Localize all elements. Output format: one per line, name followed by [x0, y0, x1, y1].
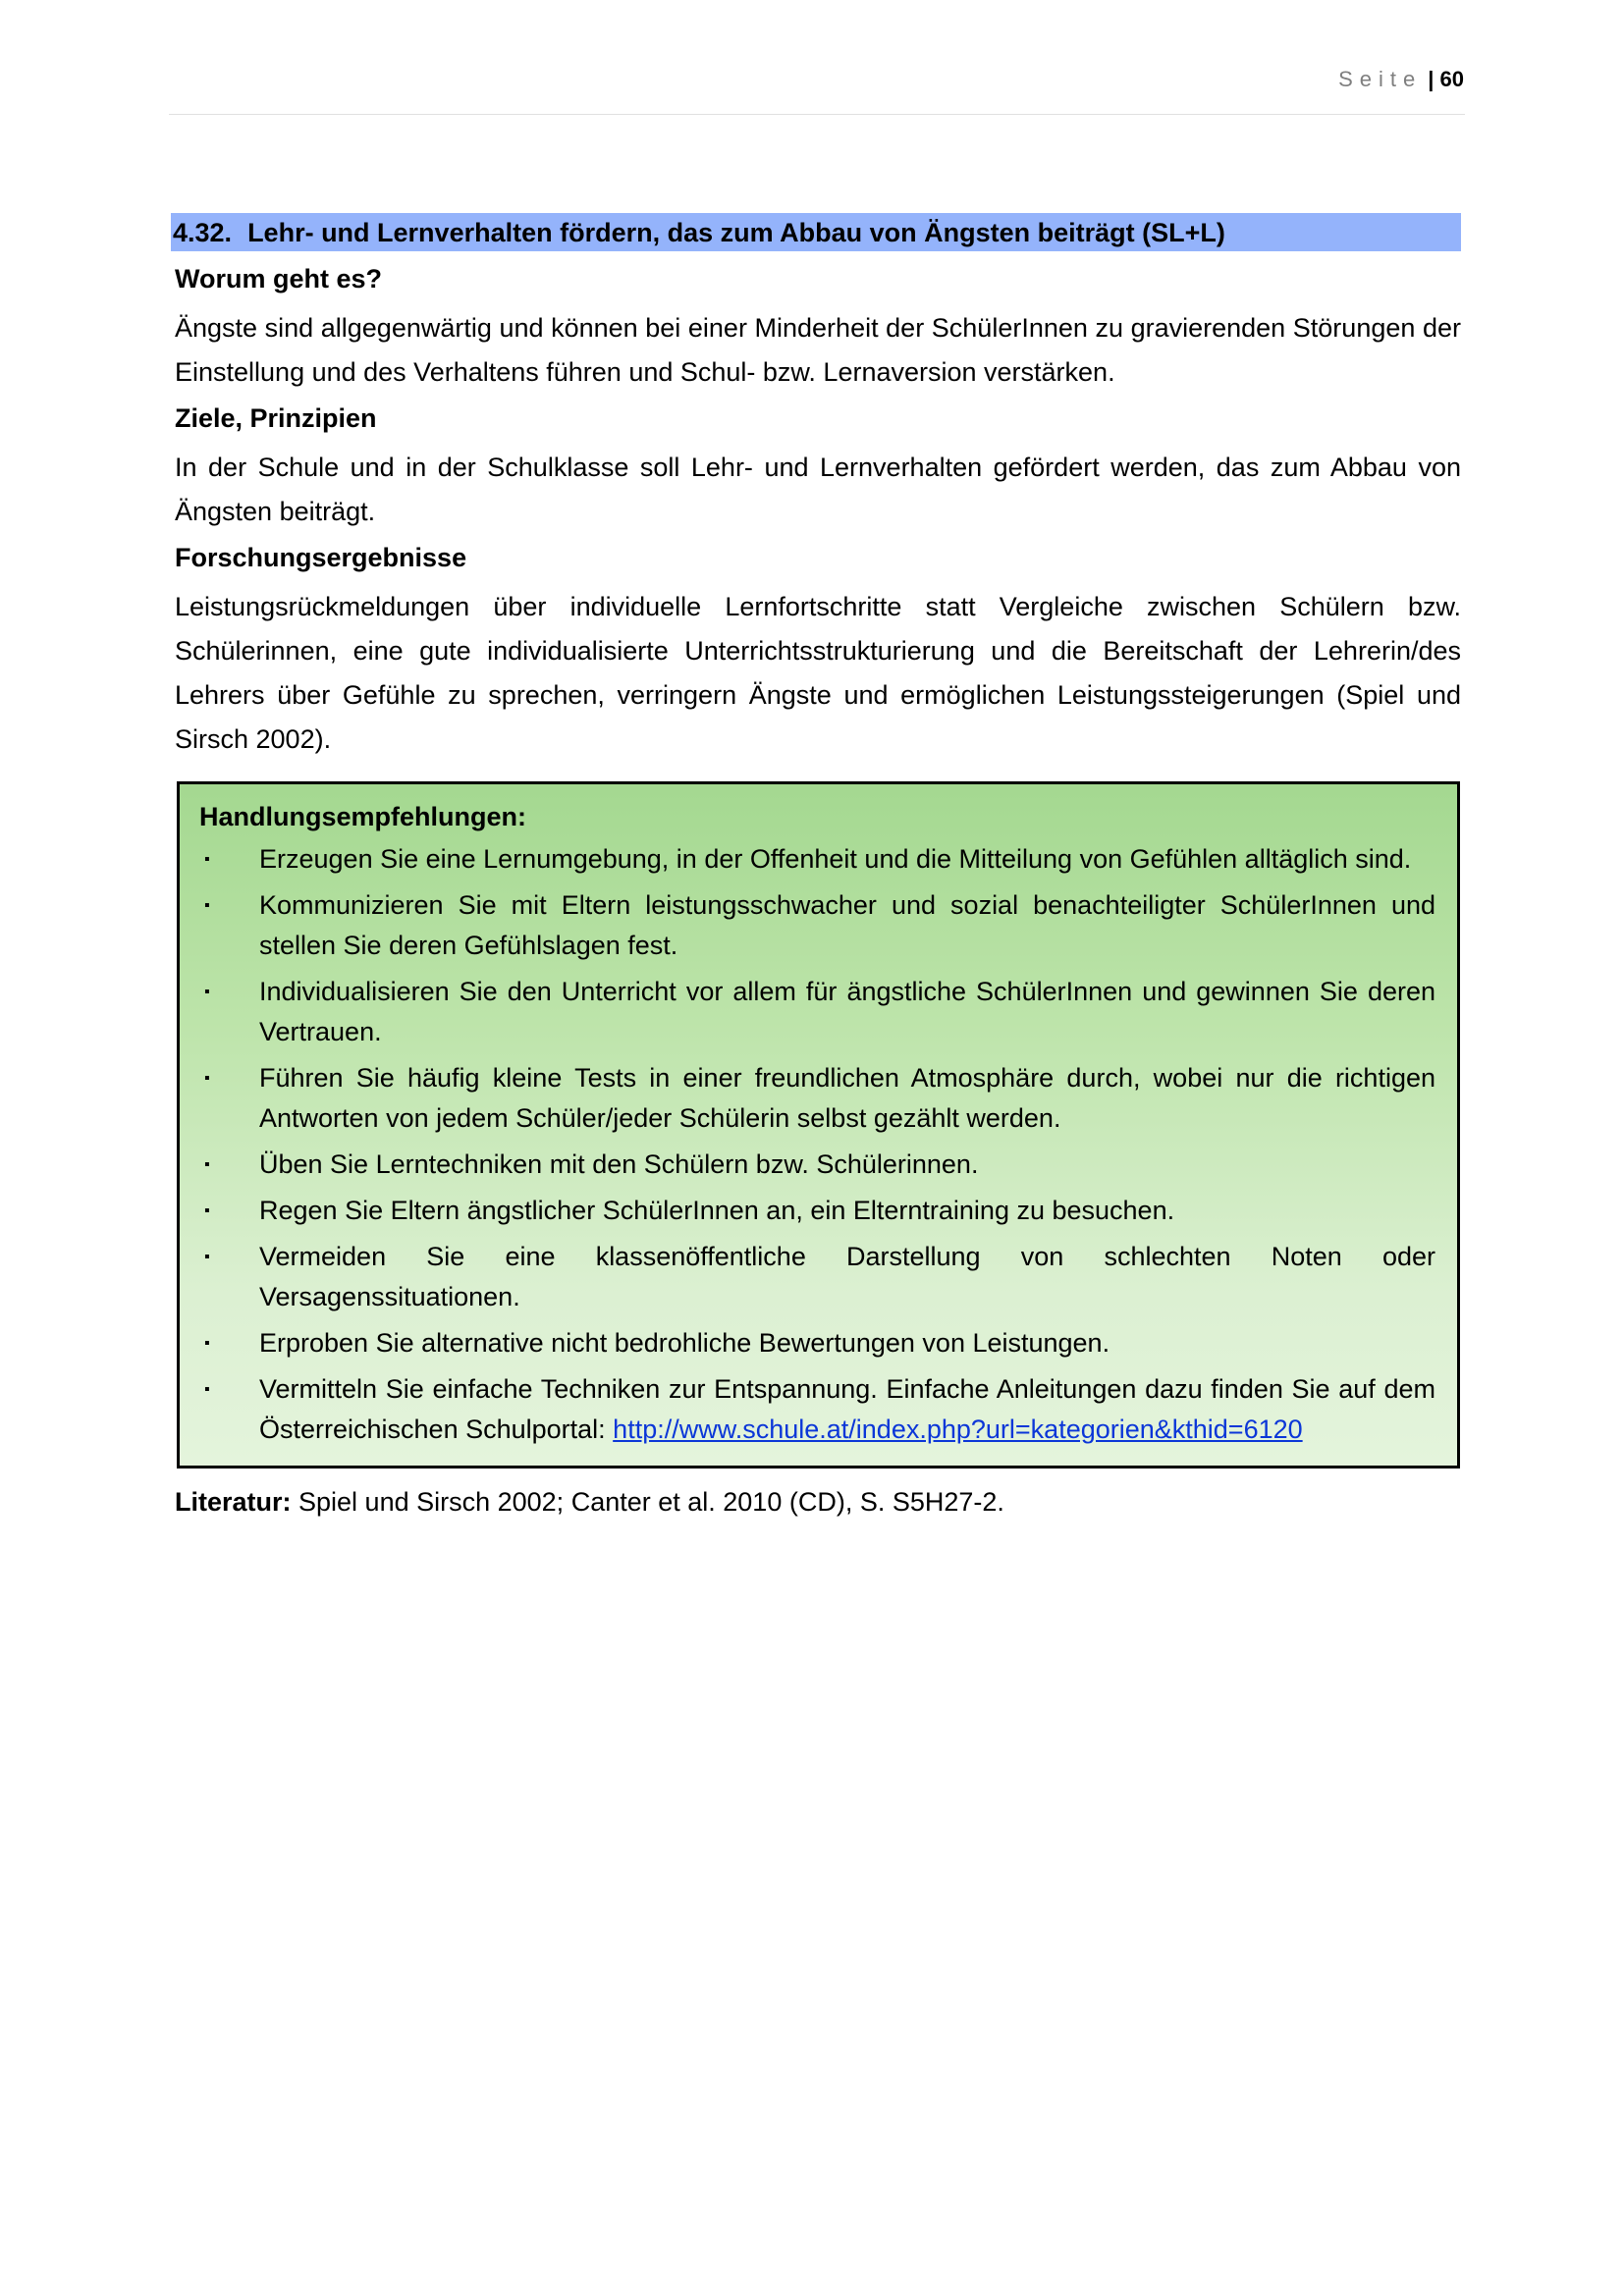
section-number: 4.32.: [173, 218, 233, 247]
recommendation-item: [199, 885, 1435, 966]
section-title: Lehr- und Lernverhalten fördern, das zum Abbau von Ängsten beiträgt (SL+L): [247, 218, 1225, 247]
recommendations-box: [177, 781, 1460, 1468]
square-bullet-icon: ▪: [204, 1070, 210, 1087]
page-number: 60: [1439, 67, 1464, 91]
forschung-paragraph: Leistungsrückmeldungen über individuelle Lernfortschritte statt Vergleiche zwischen Schülern bzw. Schülerinnen, eine gute individualisierte Unterrichtsstrukturierung und die Bereitschaft der Lehrerin/des Lehrers über Gefühle zu sprechen, verringern Ängste und ermöglichen Leistungssteigerungen (Spiel und Sirsch 2002).: [175, 592, 1461, 754]
recommendation-item: [199, 1191, 1435, 1231]
recommendation-text: Erzeugen Sie eine Lernumgebung, in der Offenheit und die Mitteilung von Gefühlen alltäglich sind.: [259, 844, 1412, 874]
recommendation-text: Vermeiden Sie eine klassenöffentliche Darstellung von schlechten Noten oder Versagenssituationen.: [259, 1242, 1435, 1311]
recommendation-item: [199, 972, 1435, 1052]
schulportal-link[interactable]: http://www.schule.at/index.php?url=kategorien&kthid=6120: [613, 1415, 1303, 1444]
square-bullet-icon: ▪: [204, 1202, 210, 1219]
literature-label: Literatur:: [175, 1487, 292, 1517]
recommendations-title: Handlungsempfehlungen:: [199, 802, 526, 831]
square-bullet-icon: ▪: [204, 1249, 210, 1265]
page-header: [172, 65, 1464, 94]
recommendation-item: [199, 839, 1435, 880]
section-heading: [171, 213, 1461, 251]
recommendation-text: Erproben Sie alternative nicht bedrohliche Bewertungen von Leistungen.: [259, 1328, 1110, 1358]
forschung-heading: Forschungsergebnisse: [175, 543, 467, 572]
recommendation-text: Vermitteln Sie einfache Techniken zur Entspannung. Einfache Anleitungen dazu finden Sie auf dem Österreichischen Schulportal:: [259, 1374, 1435, 1444]
recommendation-text: Führen Sie häufig kleine Tests in einer freundlichen Atmosphäre durch, wobei nur die richtigen Antworten von jedem Schüler/jeder Schülerin selbst gezählt werden.: [259, 1063, 1435, 1133]
worum-heading: Worum geht es?: [175, 264, 383, 294]
recommendation-text: Üben Sie Lerntechniken mit den Schülern bzw. Schülerinnen.: [259, 1149, 979, 1179]
page-body: [173, 213, 1461, 1522]
ziele-heading: Ziele, Prinzipien: [175, 403, 377, 433]
square-bullet-icon: ▪: [204, 1156, 210, 1173]
recommendation-text: Kommunizieren Sie mit Eltern leistungsschwacher und sozial benachteiligter SchülerInnen und stellen Sie deren Gefühlslagen fest.: [259, 890, 1435, 960]
recommendation-item: [199, 1237, 1435, 1317]
recommendation-item: [199, 1058, 1435, 1139]
square-bullet-icon: ▪: [204, 984, 210, 1000]
ziele-paragraph: In der Schule und in der Schulklasse soll Lehr- und Lernverhalten gefördert werden, das zum Abbau von Ängsten beiträgt.: [175, 453, 1461, 526]
recommendation-item: [199, 1323, 1435, 1363]
square-bullet-icon: ▪: [204, 1381, 210, 1398]
square-bullet-icon: ▪: [204, 851, 210, 868]
recommendation-text: Regen Sie Eltern ängstlicher SchülerInnen an, ein Elterntraining zu besuchen.: [259, 1196, 1175, 1225]
page-separator: |: [1428, 67, 1435, 91]
recommendations-list: [199, 839, 1435, 1450]
literature-reference: [175, 1482, 1461, 1522]
square-bullet-icon: ▪: [204, 1335, 210, 1352]
square-bullet-icon: ▪: [204, 897, 210, 914]
recommendation-item: [199, 1145, 1435, 1185]
page-label: Seite: [1338, 67, 1423, 91]
worum-paragraph: Ängste sind allgegenwärtig und können bei einer Minderheit der SchülerInnen zu gravierenden Störungen der Einstellung und des Verhaltens führen und Schul- bzw. Lernaversion verstärken.: [175, 313, 1461, 387]
literature-text: Spiel und Sirsch 2002; Canter et al. 2010 (CD), S. S5H27-2.: [291, 1487, 1004, 1517]
recommendation-text: Individualisieren Sie den Unterricht vor allem für ängstliche SchülerInnen und gewinnen Sie deren Vertrauen.: [259, 977, 1435, 1046]
header-divider: [169, 114, 1465, 115]
recommendation-item: [199, 1369, 1435, 1450]
